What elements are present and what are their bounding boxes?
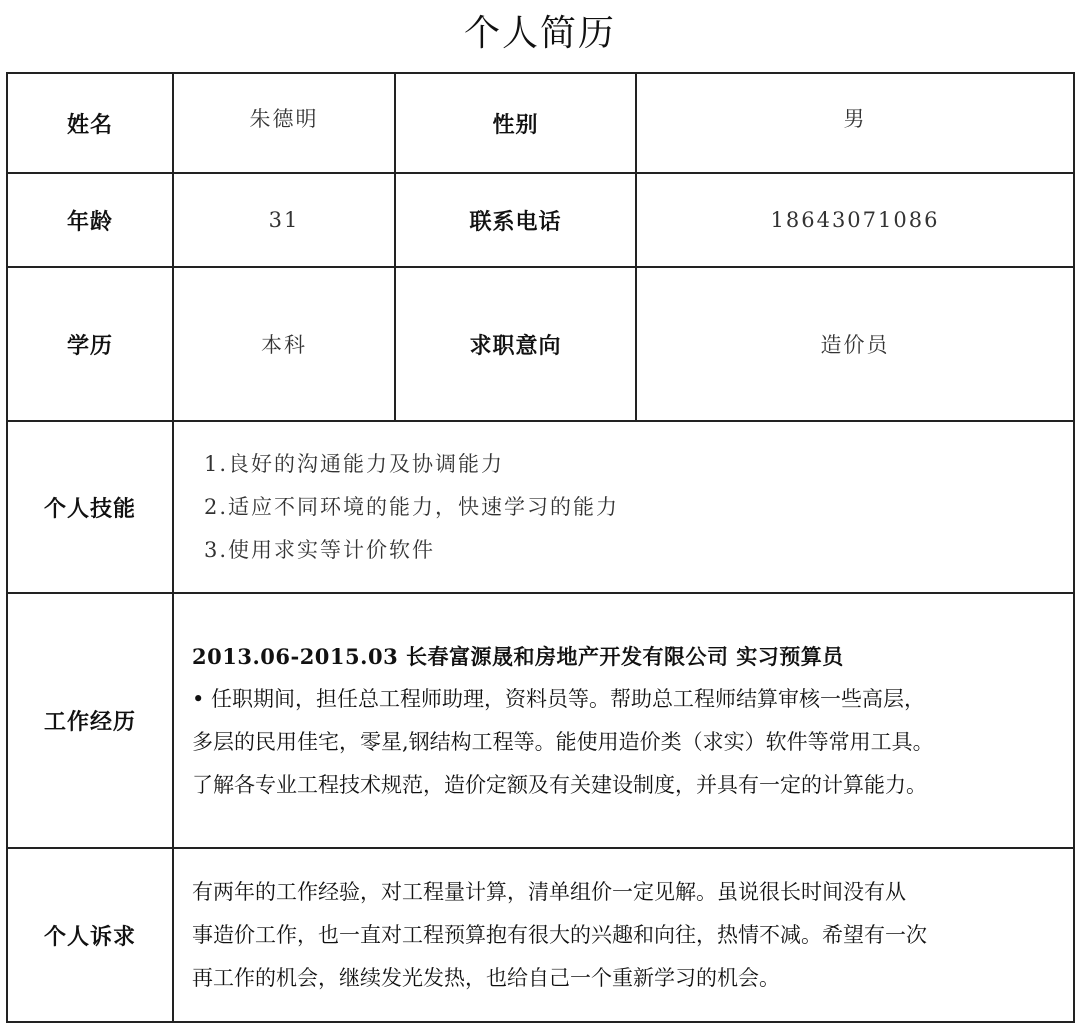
age-value: 31: [173, 173, 395, 267]
row-education-intent: [7, 267, 1074, 421]
page-title: 个人简历: [463, 13, 616, 54]
skills-list: [173, 421, 1074, 593]
gender-label: 性别: [395, 73, 636, 173]
skills-label: 个人技能: [7, 421, 173, 593]
education-value: 本科: [173, 267, 395, 421]
row-age-phone: [7, 173, 1074, 267]
skill-item: 2.适应不同环境的能力，快速学习的能力: [204, 494, 620, 519]
education-label: 学历: [7, 267, 173, 421]
gender-value: 男: [636, 73, 1074, 173]
skill-item: 1.良好的沟通能力及协调能力: [204, 451, 505, 476]
resume-table: [6, 72, 1075, 1023]
appeal-content: [173, 848, 1074, 1022]
work-line: 了解各专业工程技术规范，造价定额及有关建设制度，并具有一定的计算能力。: [192, 772, 927, 797]
appeal-line: 事造价工作，也一直对工程预算抱有很大的兴趣和向往，热情不减。希望有一次: [192, 922, 927, 947]
name-value: 朱德明: [173, 73, 395, 173]
appeal-label: 个人诉求: [7, 848, 173, 1022]
appeal-line: 有两年的工作经验，对工程量计算，清单组价一定见解。虽说很长时间没有从: [192, 879, 906, 904]
skill-item: 3.使用求实等计价软件: [204, 537, 436, 562]
intent-value: 造价员: [636, 267, 1074, 421]
intent-label: 求职意向: [395, 267, 636, 421]
phone-value: 18643071086: [636, 173, 1074, 267]
appeal-line: 再工作的机会，继续发光发热，也给自己一个重新学习的机会。: [192, 965, 780, 990]
row-work: [7, 593, 1074, 848]
work-content: [173, 593, 1074, 848]
work-label: 工作经历: [7, 593, 173, 848]
row-skills: [7, 421, 1074, 593]
work-line: • 任职期间，担任总工程师助理，资料员等。帮助总工程师结算审核一些高层，: [192, 686, 926, 711]
work-header: 2013.06-2015.03 长春富源晟和房地产开发有限公司 实习预算员: [192, 643, 844, 669]
name-label: 姓名: [7, 73, 173, 173]
work-line: 多层的民用佳宅，零星,钢结构工程等。能使用造价类（求实）软件等常用工具。: [192, 729, 934, 754]
row-name-gender: [7, 73, 1074, 173]
row-appeal: [7, 848, 1074, 1022]
age-label: 年龄: [7, 173, 173, 267]
phone-label: 联系电话: [395, 173, 636, 267]
